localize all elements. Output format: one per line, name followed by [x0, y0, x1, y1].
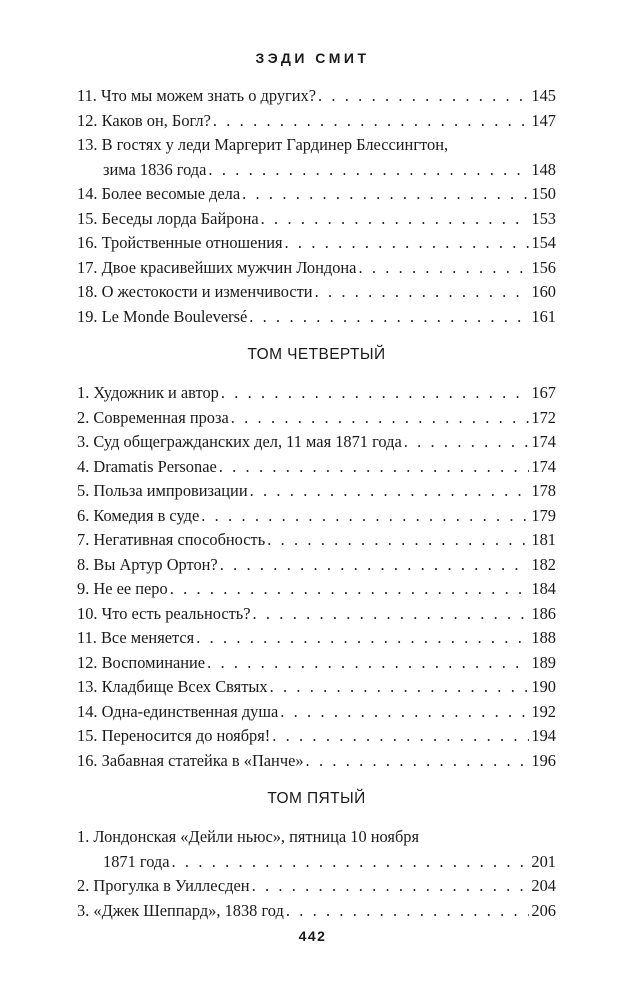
entry-title: Каков он, Богл? — [101, 110, 211, 130]
entry-title-line1: В гостях у леди Маргерит Гардинер Блессингтон, — [101, 135, 449, 154]
dot-leader — [253, 602, 530, 627]
entry-number: 9. — [77, 579, 90, 598]
dot-leader — [231, 406, 530, 431]
dot-leader — [208, 158, 529, 183]
entry-page: 148 — [531, 159, 556, 179]
dot-leader — [286, 899, 530, 924]
entry-number: 15. — [77, 726, 98, 745]
entry-number: 3. — [77, 900, 90, 920]
entry-page: 145 — [531, 86, 556, 105]
page-number: 442 — [298, 928, 327, 944]
toc-entry — [77, 133, 556, 182]
toc-entry — [77, 305, 556, 330]
toc-entry — [77, 109, 556, 134]
entry-page: 192 — [531, 701, 556, 721]
dot-leader — [213, 109, 530, 134]
entry-title: Le Monde Bouleversé — [101, 306, 248, 326]
entry-title: О жестокости и изменчивости — [101, 282, 313, 301]
toc-entry — [77, 626, 556, 651]
entry-number: 13. — [77, 135, 98, 154]
dot-leader — [250, 479, 530, 504]
entry-page: 153 — [531, 208, 556, 228]
dot-leader — [270, 675, 530, 700]
entry-page: 186 — [531, 603, 556, 623]
entry-title: Кладбище Всех Святых — [101, 677, 268, 696]
entry-title-line1: Лондонская «Дейли ньюс», пятница 10 ноября — [93, 827, 420, 846]
entry-page: 150 — [531, 184, 556, 203]
dot-leader — [220, 553, 530, 578]
entry-number: 3. — [77, 432, 90, 451]
toc-entry — [77, 455, 556, 480]
entry-page: 174 — [531, 456, 556, 476]
toc-entry — [77, 280, 556, 305]
entry-title: Dramatis Personae — [93, 456, 217, 476]
entry-number: 13. — [77, 677, 98, 696]
entry-number: 1. — [77, 827, 90, 846]
entry-title: Не ее перо — [93, 579, 168, 598]
toc-entry — [77, 182, 556, 207]
entry-number: 6. — [77, 505, 90, 525]
entry-page: 147 — [531, 110, 556, 130]
entry-title: Двое красивейших мужчин Лондона — [101, 257, 357, 277]
entry-title: Тройственные отношения — [101, 233, 283, 252]
entry-title-line2: 1871 года — [103, 851, 170, 871]
entry-number: 5. — [77, 481, 90, 500]
entry-page: 196 — [531, 750, 556, 770]
entry-page: 174 — [531, 432, 556, 451]
entry-title: Беседы лорда Байрона — [101, 208, 259, 228]
entry-page: 206 — [531, 900, 556, 920]
entry-number: 2. — [77, 407, 90, 427]
toc-entry — [77, 528, 556, 553]
dot-leader — [249, 305, 529, 330]
toc-entry — [77, 700, 556, 725]
entry-title: Более весомые дела — [101, 184, 241, 203]
entry-title-line2: зима 1836 года — [103, 159, 207, 179]
entry-title: Что есть реальность? — [101, 603, 251, 623]
entry-title: Что мы можем знать о других? — [101, 86, 316, 105]
entry-page: 194 — [531, 726, 556, 745]
entry-title: «Джек Шеппард», 1838 год — [93, 900, 284, 920]
toc-entry — [77, 675, 556, 700]
dot-leader — [221, 381, 530, 406]
entry-page: 182 — [531, 554, 556, 574]
entry-page: 178 — [531, 481, 556, 500]
toc-entry — [77, 504, 556, 529]
dot-leader — [404, 430, 530, 455]
entry-number: 16. — [77, 750, 98, 770]
entry-page: 154 — [531, 233, 556, 252]
entry-page: 160 — [531, 282, 556, 301]
dot-leader — [219, 455, 530, 480]
toc-entry — [77, 256, 556, 281]
dot-leader — [285, 231, 530, 256]
entry-page: 201 — [531, 851, 556, 871]
table-of-contents — [77, 84, 556, 923]
toc-entry — [77, 381, 556, 406]
entry-page: 181 — [531, 530, 556, 549]
toc-entry — [77, 874, 556, 899]
dot-leader — [267, 528, 529, 553]
entry-number: 19. — [77, 306, 98, 326]
dot-leader — [196, 626, 529, 651]
entry-number: 14. — [77, 701, 98, 721]
entry-title: Воспоминание — [101, 652, 206, 672]
entry-page: 161 — [531, 306, 556, 326]
entry-number: 12. — [77, 652, 98, 672]
entry-page: 190 — [531, 677, 556, 696]
toc-entry — [77, 577, 556, 602]
dot-leader — [201, 504, 529, 529]
dot-leader — [207, 651, 529, 676]
entry-page: 167 — [531, 383, 556, 402]
entry-number: 8. — [77, 554, 90, 574]
dot-leader — [170, 577, 530, 602]
toc-entry — [77, 207, 556, 232]
volume-4-heading: ТОМ ЧЕТВЕРТЫЙ — [247, 346, 386, 363]
dot-leader — [318, 84, 529, 109]
dot-leader — [272, 724, 529, 749]
toc-entry — [77, 825, 556, 874]
entry-title: Суд общегражданских дел, 11 мая 1871 года — [93, 432, 402, 451]
entry-title: Прогулка в Уиллесден — [93, 876, 250, 895]
entry-number: 1. — [77, 383, 90, 402]
dot-leader — [261, 207, 530, 232]
volume-5-heading: ТОМ ПЯТЫЙ — [267, 790, 366, 807]
toc-entry — [77, 899, 556, 924]
entry-number: 18. — [77, 282, 98, 301]
toc-entry — [77, 231, 556, 256]
dot-leader — [315, 280, 530, 305]
entry-number: 17. — [77, 257, 98, 277]
toc-entry — [77, 602, 556, 627]
entry-title: Современная проза — [93, 407, 229, 427]
entry-title: Все меняется — [101, 628, 195, 647]
toc-entry — [77, 724, 556, 749]
entry-page: 189 — [531, 652, 556, 672]
dot-leader — [252, 874, 530, 899]
entry-number: 4. — [77, 456, 90, 476]
entry-number: 12. — [77, 110, 98, 130]
dot-leader — [242, 182, 529, 207]
entry-page: 204 — [531, 876, 556, 895]
entry-title: Переносится до ноября! — [101, 726, 271, 745]
toc-entry — [77, 749, 556, 774]
entry-title: Комедия в суде — [93, 505, 200, 525]
dot-leader — [358, 256, 529, 281]
toc-entry — [77, 430, 556, 455]
entry-title: Одна-единственная душа — [101, 701, 279, 721]
toc-entry — [77, 479, 556, 504]
entry-number: 15. — [77, 208, 98, 228]
entry-page: 179 — [531, 505, 556, 525]
entry-page: 188 — [531, 628, 556, 647]
entry-page: 172 — [531, 407, 556, 427]
entry-title: Художник и автор — [93, 383, 219, 402]
entry-title: Вы Артур Ортон? — [93, 554, 218, 574]
entry-number: 2. — [77, 876, 90, 895]
running-head: ЗЭДИ СМИТ — [255, 50, 370, 66]
dot-leader — [306, 749, 530, 774]
entry-page: 184 — [531, 579, 556, 598]
dot-leader — [280, 700, 529, 725]
entry-number: 10. — [77, 603, 98, 623]
entry-page: 156 — [531, 257, 556, 277]
entry-number: 14. — [77, 184, 98, 203]
toc-entry — [77, 553, 556, 578]
entry-title: Польза импровизации — [93, 481, 248, 500]
entry-title: Забавная статейка в «Панче» — [101, 750, 304, 770]
entry-number: 7. — [77, 530, 90, 549]
entry-number: 11. — [77, 628, 97, 647]
entry-number: 11. — [77, 86, 97, 105]
entry-number: 16. — [77, 233, 98, 252]
toc-entry — [77, 406, 556, 431]
toc-entry — [77, 84, 556, 109]
toc-entry — [77, 651, 556, 676]
entry-title: Негативная способность — [93, 530, 266, 549]
dot-leader — [172, 850, 530, 875]
